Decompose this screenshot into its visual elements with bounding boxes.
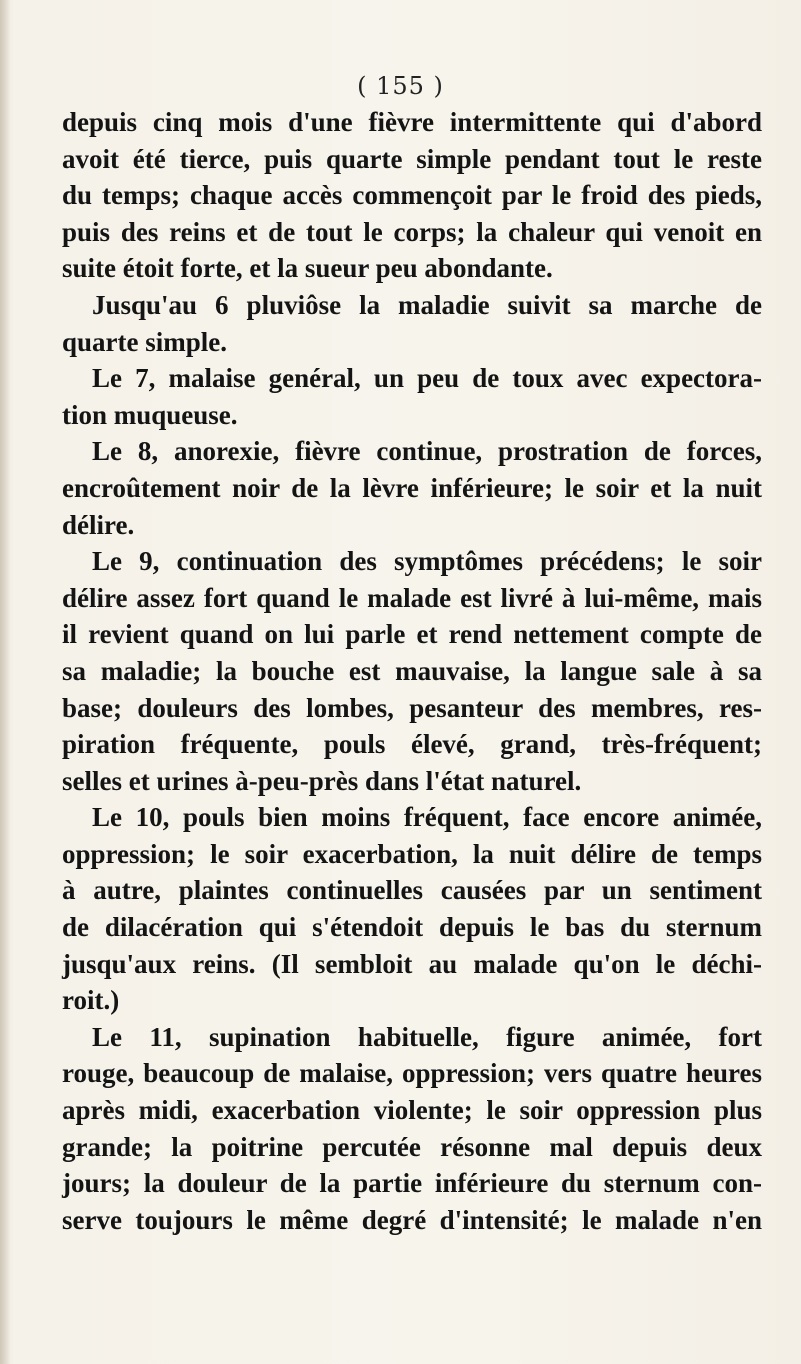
text-line: Le 10, pouls bien moins fréquent, face encore animée,: [92, 802, 762, 833]
text-line: suite étoit forte, et la sueur peu abondante.: [62, 253, 553, 284]
text-line: base; douleurs des lombes, pesanteur des membres, res-: [62, 692, 762, 723]
page-number: ( 155 ): [357, 72, 444, 100]
text-line: Le 7, malaise genéral, un peu de toux avec expectora-: [92, 363, 762, 394]
text-line: à autre, plaintes continuelles causées par un sentiment: [62, 875, 762, 906]
page-gutter-shadow: [0, 0, 10, 1364]
text-line: sa maladie; la bouche est mauvaise, la langue sale à sa: [62, 655, 762, 686]
text-line: piration fréquente, pouls élevé, grand, très-fréquent;: [62, 729, 762, 760]
text-line: grande; la poitrine percutée résonne mal depuis deux: [62, 1131, 762, 1162]
text-line: avoit été tierce, puis quarte simple pendant tout le reste: [62, 143, 762, 174]
text-line: de dilacération qui s'étendoit depuis le bas du sternum: [62, 912, 762, 943]
text-line: Jusqu'au 6 pluviôse la maladie suivit sa marche de: [92, 289, 762, 320]
text-line: du temps; chaque accès commençoit par le froid des pieds,: [62, 180, 762, 211]
text-line: selles et urines à-peu-près dans l'état naturel.: [62, 765, 582, 796]
text-line: délire.: [62, 509, 135, 540]
text-line: encroûtement noir de la lèvre inférieure; le soir et la nuit: [62, 472, 762, 503]
text-line: oppression; le soir exacerbation, la nuit délire de temps: [62, 838, 762, 869]
text-line: depuis cinq mois d'une fièvre intermittente qui d'abord: [62, 107, 762, 137]
text-line: puis des reins et de tout le corps; la chaleur qui venoit en: [62, 216, 762, 247]
text-line: Le 11, supination habituelle, figure animée, fort: [92, 1021, 762, 1052]
body-text: [62, 104, 762, 1238]
text-line: quarte simple.: [62, 326, 227, 357]
text-line: jusqu'aux reins. (Il sembloit au malade qu'on le déchi-: [62, 948, 762, 979]
text-line: roit.): [62, 985, 120, 1016]
text-line: rouge, beaucoup de malaise, oppression; vers quatre heures: [62, 1058, 762, 1089]
text-line: Le 8, anorexie, fièvre continue, prostration de forces,: [92, 436, 762, 467]
text-line: il revient quand on lui parle et rend nettement compte de: [62, 619, 762, 650]
text-line: jours; la douleur de la partie inférieure du sternum con-: [62, 1168, 762, 1199]
text-line: Le 9, continuation des symptômes précédens; le soir: [92, 546, 762, 577]
text-line: après midi, exacerbation violente; le soir oppression plus: [62, 1095, 762, 1126]
text-line: délire assez fort quand le malade est livré à lui-même, mais: [62, 582, 762, 613]
text-line: tion muqueuse.: [62, 399, 238, 430]
text-line: serve toujours le même degré d'intensité; le malade n'en: [62, 1204, 762, 1235]
